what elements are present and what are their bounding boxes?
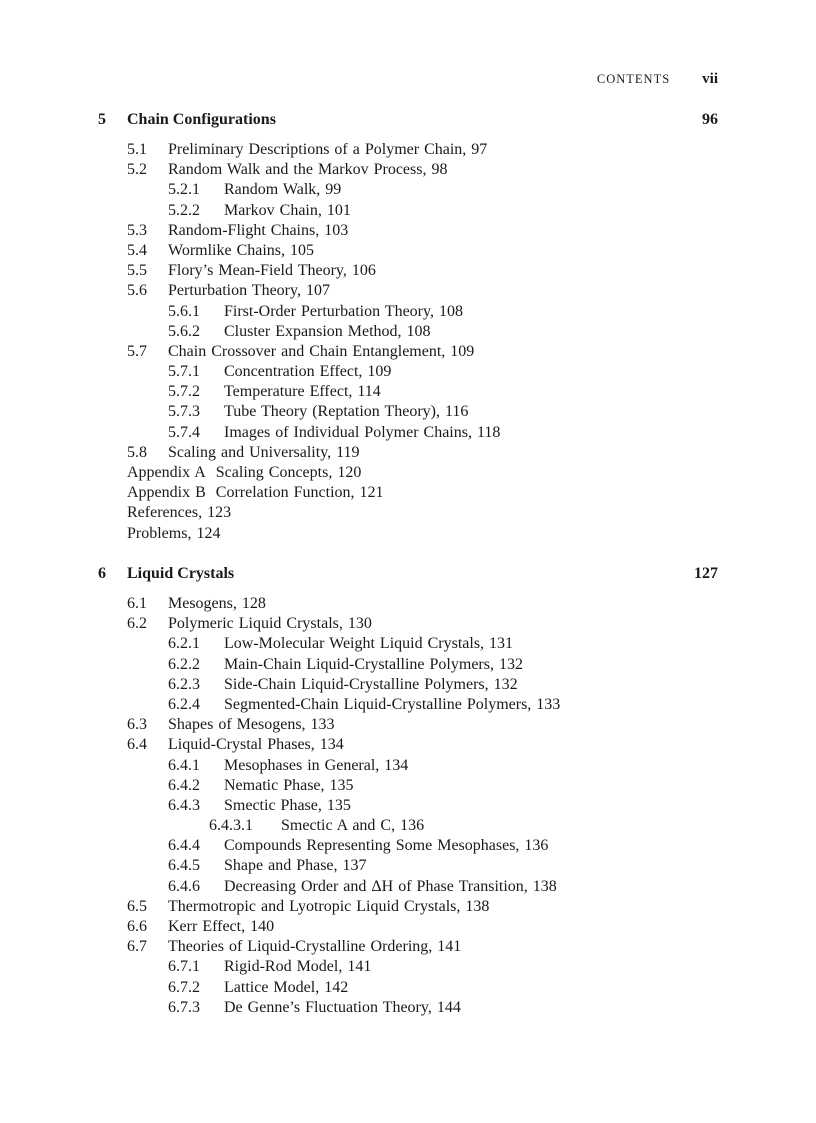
toc-entry[interactable] xyxy=(98,695,718,715)
toc-entry-title: Theories of Liquid-Crystalline Ordering, 141 xyxy=(168,938,462,956)
toc-entry-title: Shapes of Mesogens, 133 xyxy=(168,716,335,734)
chapter-title: Chain Configurations xyxy=(127,111,276,128)
toc-entry-number: 5.7.2 xyxy=(168,383,200,401)
toc-entry-number: 5.6 xyxy=(127,282,147,300)
toc-entry-title: Segmented-Chain Liquid-Crystalline Polymers, 133 xyxy=(224,695,561,713)
toc-entry-title: Lattice Model, 142 xyxy=(224,978,349,996)
toc-entry-title: Smectic A and C, 136 xyxy=(281,817,425,835)
toc-entry-number: 6.4.5 xyxy=(168,857,200,875)
running-head-page-number: vii xyxy=(702,71,718,87)
toc-entry-number: 6.4 xyxy=(127,736,147,754)
toc-entry-number: 5.7.3 xyxy=(168,403,200,421)
toc-entry[interactable] xyxy=(98,715,718,735)
toc-entry[interactable] xyxy=(98,342,718,362)
toc-entry[interactable] xyxy=(98,897,718,917)
toc-entry[interactable] xyxy=(98,402,718,422)
toc-entry-title: Flory’s Mean-Field Theory, 106 xyxy=(168,262,376,280)
toc-entry[interactable] xyxy=(98,957,718,977)
toc-entry-number: 5.4 xyxy=(127,241,147,259)
toc-entry[interactable] xyxy=(98,281,718,301)
chapter-number: 5 xyxy=(98,111,106,128)
toc-entry[interactable] xyxy=(98,423,718,443)
toc-entry[interactable] xyxy=(98,594,718,614)
toc-entry-title: Cluster Expansion Method, 108 xyxy=(224,322,431,340)
toc-entry-number: 6.5 xyxy=(127,897,147,915)
toc-entry-title: Smectic Phase, 135 xyxy=(224,796,351,814)
toc-entry-title: Polymeric Liquid Crystals, 130 xyxy=(168,615,372,633)
toc-entry[interactable] xyxy=(98,221,718,241)
toc-entry-number: 6.2 xyxy=(127,615,147,633)
chapter-number: 6 xyxy=(98,565,106,582)
toc-entry-title: First-Order Perturbation Theory, 108 xyxy=(224,302,463,320)
toc-entry-number: 5.7.4 xyxy=(168,423,200,441)
toc-entry[interactable] xyxy=(98,998,718,1018)
toc-entry-number: 5.6.2 xyxy=(168,322,200,340)
toc-entry[interactable] xyxy=(98,816,718,836)
toc-entry[interactable] xyxy=(98,322,718,342)
toc-entry-title: Problems, 124 xyxy=(127,524,221,542)
toc-entry-number: 6.4.6 xyxy=(168,877,200,895)
toc-entry-number: 5.6.1 xyxy=(168,302,200,320)
toc-entry-title: Thermotropic and Lyotropic Liquid Crystals, 138 xyxy=(168,897,490,915)
toc-entry-number: 6.7.2 xyxy=(168,978,200,996)
toc-entry-title: Chain Crossover and Chain Entanglement, 109 xyxy=(168,342,475,360)
toc-entry[interactable] xyxy=(98,796,718,816)
toc-entry-number: 6.4.3 xyxy=(168,796,200,814)
toc-entry[interactable] xyxy=(98,140,718,160)
toc-entry-number: Appendix B xyxy=(127,484,206,502)
toc-entry-title: Compounds Representing Some Mesophases, 136 xyxy=(224,837,549,855)
toc-entry[interactable] xyxy=(98,634,718,654)
toc-entry[interactable] xyxy=(98,756,718,776)
toc-entry[interactable] xyxy=(98,524,718,544)
toc-entry-number: 5.5 xyxy=(127,262,147,280)
toc-entry[interactable] xyxy=(98,483,718,503)
toc-entry-title: Kerr Effect, 140 xyxy=(168,918,275,935)
chapter-page-number: 96 xyxy=(702,111,718,128)
toc-entry[interactable] xyxy=(98,917,718,937)
toc-entry-number: 6.2.3 xyxy=(168,675,200,693)
toc-entry-number: 6.6 xyxy=(127,918,147,935)
toc-entry[interactable] xyxy=(98,382,718,402)
toc-entry-title: Preliminary Descriptions of a Polymer Chain, 97 xyxy=(168,141,488,158)
toc-entry-number: 5.1 xyxy=(127,141,147,158)
toc-entry-number: 6.3 xyxy=(127,716,147,734)
chapter-5-section xyxy=(98,110,718,544)
running-head xyxy=(597,71,718,88)
toc-entry-number: 5.3 xyxy=(127,221,147,239)
toc-entries xyxy=(98,140,718,544)
toc-entry-title: Tube Theory (Reptation Theory), 116 xyxy=(224,403,469,421)
toc-entry[interactable] xyxy=(98,675,718,695)
toc-entry-title: Random Walk, 99 xyxy=(224,181,342,199)
toc-entry[interactable] xyxy=(98,241,718,261)
toc-entry-title: Decreasing Order and ΔH of Phase Transition, 138 xyxy=(224,877,557,895)
toc-entry-title: Scaling and Universality, 119 xyxy=(168,443,360,461)
toc-entry[interactable] xyxy=(98,836,718,856)
toc-entry[interactable] xyxy=(98,655,718,675)
chapter-heading[interactable] xyxy=(98,110,718,130)
toc-entry-number: 6.2.4 xyxy=(168,695,200,713)
toc-entry[interactable] xyxy=(98,302,718,322)
toc-entry[interactable] xyxy=(98,735,718,755)
toc-entry-title: Concentration Effect, 109 xyxy=(224,363,392,381)
toc-entry-title: Shape and Phase, 137 xyxy=(224,857,367,875)
toc-entry-title: Perturbation Theory, 107 xyxy=(168,282,330,300)
toc-entry-number: 5.8 xyxy=(127,443,147,461)
toc-entry-title: Random Walk and the Markov Process, 98 xyxy=(168,161,448,179)
toc-entry-number: 5.7 xyxy=(127,342,147,360)
toc-entry-number: 6.4.3.1 xyxy=(209,817,253,835)
toc-entry-number: 6.4.2 xyxy=(168,776,200,794)
toc-entry-title: Wormlike Chains, 105 xyxy=(168,241,315,259)
toc-entry-number: 6.2.2 xyxy=(168,655,200,673)
toc-entry[interactable] xyxy=(98,614,718,634)
toc-entry-number: 6.7.1 xyxy=(168,958,200,976)
toc-entry-title: De Genne’s Fluctuation Theory, 144 xyxy=(224,998,461,1016)
toc-entry-number: 6.7 xyxy=(127,938,147,956)
toc-entries xyxy=(98,594,718,1018)
toc-entry[interactable] xyxy=(98,463,718,483)
toc-entry-number: 6.4.4 xyxy=(168,837,200,855)
chapter-heading[interactable] xyxy=(98,564,718,584)
toc-entry[interactable] xyxy=(98,261,718,281)
toc-entry[interactable] xyxy=(98,160,718,180)
toc-entry-title: Rigid-Rod Model, 141 xyxy=(224,958,372,976)
toc-entry[interactable] xyxy=(98,877,718,897)
toc-entry-number: 5.2 xyxy=(127,161,147,179)
running-head-label: CONTENTS xyxy=(596,72,671,86)
toc-entry-number: 6.7.3 xyxy=(168,998,200,1016)
toc-entry-title: Correlation Function, 121 xyxy=(215,484,384,502)
toc-entry-number: 5.2.1 xyxy=(168,181,200,199)
toc-entry-title: Low-Molecular Weight Liquid Crystals, 131 xyxy=(224,635,514,653)
toc-entry-title: Side-Chain Liquid-Crystalline Polymers, 132 xyxy=(224,675,518,693)
toc-entry[interactable] xyxy=(98,503,718,523)
toc-entry-title: Liquid-Crystal Phases, 134 xyxy=(168,736,344,754)
chapter-6-section xyxy=(98,564,718,1018)
toc-entry-number: 5.7.1 xyxy=(168,363,200,381)
toc-entry-title: Random-Flight Chains, 103 xyxy=(168,221,349,239)
toc-entry-title: Images of Individual Polymer Chains, 118 xyxy=(224,423,501,441)
toc-entry[interactable] xyxy=(98,362,718,382)
toc-entry[interactable] xyxy=(98,201,718,221)
toc-entry[interactable] xyxy=(98,443,718,463)
toc-entry[interactable] xyxy=(98,776,718,796)
chapter-page-number: 127 xyxy=(694,565,718,582)
toc-entry-title: Scaling Concepts, 120 xyxy=(215,464,362,481)
toc-entry[interactable] xyxy=(98,937,718,957)
toc-entry-number: 6.1 xyxy=(127,595,147,612)
toc-entry-number: 6.4.1 xyxy=(168,756,200,774)
toc-entry-title: Temperature Effect, 114 xyxy=(224,383,381,401)
chapter-title: Liquid Crystals xyxy=(127,565,235,582)
toc-entry-title: Mesogens, 128 xyxy=(168,595,266,612)
toc-entry[interactable] xyxy=(98,180,718,200)
toc-entry-title: Main-Chain Liquid-Crystalline Polymers, 132 xyxy=(224,655,523,673)
toc-entry-number: 6.2.1 xyxy=(168,635,200,653)
toc-entry[interactable] xyxy=(98,978,718,998)
toc-entry-number: Appendix A xyxy=(127,464,206,481)
toc-entry-title: References, 123 xyxy=(127,504,232,522)
toc-entry-title: Markov Chain, 101 xyxy=(224,201,351,219)
toc-entry-title: Nematic Phase, 135 xyxy=(224,776,354,794)
toc-entry-title: Mesophases in General, 134 xyxy=(224,756,409,774)
toc-entry-number: 5.2.2 xyxy=(168,201,200,219)
toc-entry[interactable] xyxy=(98,856,718,876)
